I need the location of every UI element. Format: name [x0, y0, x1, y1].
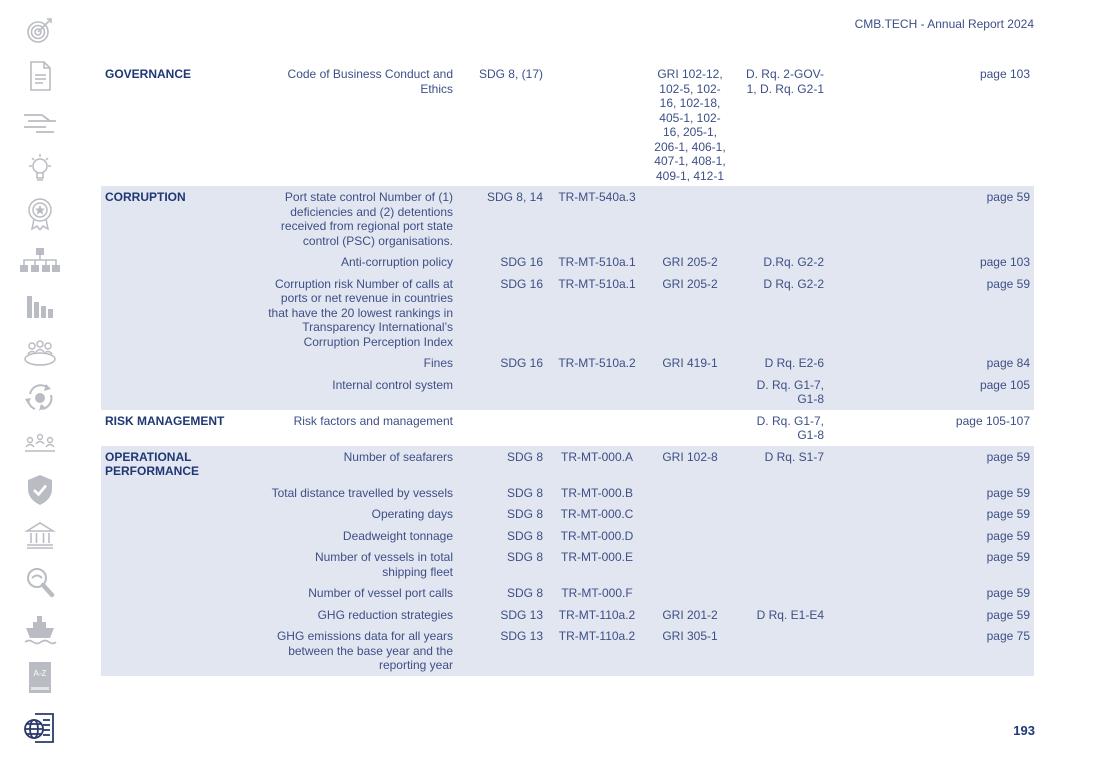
row-drq: D Rq. E1-E4	[733, 604, 828, 626]
section-topic-empty	[101, 582, 264, 604]
table-row	[101, 503, 1034, 525]
table-row	[101, 410, 1034, 446]
ship-lines-icon[interactable]	[18, 104, 62, 140]
row-page-ref[interactable]: page 59	[888, 186, 1034, 251]
row-sasb: TR-MT-510a.1	[547, 251, 647, 273]
row-page-ref[interactable]: page 75	[888, 625, 1034, 676]
row-sasb: TR-MT-000.A	[547, 446, 647, 482]
row-spacer	[828, 273, 888, 353]
section-topic: RISK MANAGEMENT	[105, 413, 225, 428]
row-description: Code of Business Conduct and Ethics	[287, 67, 453, 96]
section-topic-empty	[101, 525, 264, 547]
section-topic-empty	[101, 273, 264, 353]
row-sdg: SDG 13	[457, 625, 547, 676]
row-page-ref[interactable]: page 84	[888, 352, 1034, 374]
section-topic: CORRUPTION	[101, 186, 264, 251]
table-row	[101, 352, 1034, 374]
row-gri: GRI 205-2	[647, 251, 733, 273]
row-sasb: TR-MT-000.E	[547, 546, 647, 582]
row-description: Port state control Number of (1) deficiencies and (2) detentions received from regional port state control (PSC) organisations.	[264, 186, 457, 251]
row-spacer	[828, 446, 888, 482]
section-topic-empty	[101, 625, 264, 676]
magnifier-icon[interactable]	[18, 564, 62, 600]
row-spacer	[828, 63, 888, 186]
row-description: Anti-corruption policy	[264, 251, 457, 273]
row-drq: D Rq. E2-6	[733, 352, 828, 374]
glossary-label: A-Z	[33, 669, 47, 678]
row-description: GHG reduction strategies	[264, 604, 457, 626]
row-drq: D. Rq. G1-7, G1-8	[756, 413, 824, 442]
row-description: Risk factors and management	[293, 413, 453, 428]
row-spacer	[828, 186, 888, 251]
section-topic-empty	[101, 352, 264, 374]
row-gri	[647, 410, 733, 446]
row-gri: GRI 305-1	[647, 625, 733, 676]
table-row	[101, 186, 1034, 251]
row-gri: GRI 205-2	[647, 273, 733, 353]
row-sdg	[457, 374, 547, 410]
row-sdg: SDG 8	[457, 582, 547, 604]
row-description: Fines	[264, 352, 457, 374]
row-description: Total distance travelled by vessels	[264, 482, 457, 504]
row-spacer	[828, 251, 888, 273]
row-drq: D. Rq. 2-GOV-1, D. Rq. G2-1	[745, 67, 824, 96]
row-spacer	[828, 604, 888, 626]
section-topic: GOVERNANCE	[105, 67, 192, 81]
row-gri	[647, 525, 733, 547]
section-topic-empty	[101, 546, 264, 582]
row-description: Number of vessel port calls	[264, 582, 457, 604]
row-sdg: SDG 8, (17)	[478, 67, 543, 81]
row-page-ref[interactable]: page 59	[888, 546, 1034, 582]
row-sdg	[457, 410, 547, 446]
row-sasb: TR-MT-110a.2	[547, 625, 647, 676]
row-page-ref[interactable]: page 59	[888, 446, 1034, 482]
row-spacer	[828, 482, 888, 504]
row-page-ref[interactable]: page 105-107	[955, 413, 1030, 428]
bar-chart-icon[interactable]	[18, 288, 62, 324]
people-group-icon[interactable]	[18, 334, 62, 370]
table-row	[101, 251, 1034, 273]
award-icon[interactable]	[18, 196, 62, 232]
row-sasb: TR-MT-000.D	[547, 525, 647, 547]
org-chart-icon[interactable]	[18, 242, 62, 278]
row-drq	[733, 482, 828, 504]
table-row	[101, 546, 1034, 582]
row-sdg: SDG 16	[457, 273, 547, 353]
row-gri	[647, 503, 733, 525]
row-sasb: TR-MT-000.C	[547, 503, 647, 525]
row-sdg: SDG 8	[457, 446, 547, 482]
row-description: Deadweight tonnage	[264, 525, 457, 547]
row-spacer	[828, 582, 888, 604]
row-page-ref[interactable]: page 103	[888, 251, 1034, 273]
row-gri	[647, 546, 733, 582]
row-sasb: TR-MT-510a.1	[547, 273, 647, 353]
globe-document-icon[interactable]	[18, 710, 62, 746]
table-row	[101, 446, 1034, 482]
row-spacer	[828, 374, 888, 410]
row-drq: D.Rq. G2-2	[733, 251, 828, 273]
row-sdg: SDG 8, 14	[457, 186, 547, 251]
row-gri: GRI 201-2	[647, 604, 733, 626]
row-sasb	[547, 63, 647, 186]
shield-check-icon[interactable]	[18, 472, 62, 508]
row-drq: D Rq. S1-7	[733, 446, 828, 482]
table-row	[101, 625, 1034, 676]
row-page-ref[interactable]: page 105	[888, 374, 1034, 410]
row-drq	[733, 625, 828, 676]
section-topic-empty	[101, 482, 264, 504]
row-sasb	[547, 374, 647, 410]
document-icon[interactable]	[18, 58, 62, 94]
row-page-ref[interactable]: page 103	[979, 67, 1030, 81]
row-page-ref[interactable]: page 59	[888, 604, 1034, 626]
row-drq	[733, 582, 828, 604]
row-gri	[647, 582, 733, 604]
glossary-icon[interactable]	[18, 660, 62, 696]
row-drq	[733, 525, 828, 547]
section-topic-empty	[101, 374, 264, 410]
row-sasb: TR-MT-510a.2	[547, 352, 647, 374]
row-sasb: TR-MT-540a.3	[547, 186, 647, 251]
row-sdg: SDG 8	[457, 546, 547, 582]
row-gri	[647, 374, 733, 410]
ship-icon[interactable]	[18, 612, 62, 648]
community-icon[interactable]	[18, 426, 62, 462]
row-drq	[733, 503, 828, 525]
table-row	[101, 273, 1034, 353]
page-number: 193	[1013, 723, 1035, 738]
section-topic-empty	[101, 604, 264, 626]
table-row	[101, 482, 1034, 504]
row-description: Number of vessels in total shipping fleet	[264, 546, 457, 582]
report-title: CMB.TECH - Annual Report 2024	[854, 17, 1034, 31]
row-gri	[647, 186, 733, 251]
table-row	[101, 374, 1034, 410]
section-topic-empty	[101, 251, 264, 273]
row-description: Corruption risk Number of calls at ports or net revenue in countries that have the 20 lowest rankings in Transparency International’s Corruption Perception Index	[264, 273, 457, 353]
row-sdg: SDG 8	[457, 525, 547, 547]
row-spacer	[828, 410, 888, 446]
table-row	[101, 582, 1034, 604]
lightbulb-icon[interactable]	[18, 150, 62, 186]
row-sasb: TR-MT-000.F	[547, 582, 647, 604]
row-gri	[647, 482, 733, 504]
section-topic: OPERATIONAL PERFORMANCE	[101, 446, 264, 482]
target-icon[interactable]	[18, 12, 62, 48]
row-gri: GRI 102-8	[647, 446, 733, 482]
row-spacer	[828, 546, 888, 582]
table-row	[101, 525, 1034, 547]
row-spacer	[828, 625, 888, 676]
row-drq: D Rq. G2-2	[733, 273, 828, 353]
table-row	[101, 604, 1034, 626]
row-description: GHG emissions data for all years between the base year and the reporting year	[264, 625, 457, 676]
row-sdg: SDG 8	[457, 503, 547, 525]
row-description: Internal control system	[264, 374, 457, 410]
row-sasb	[547, 410, 647, 446]
row-sasb: TR-MT-000.B	[547, 482, 647, 504]
section-topic-empty	[101, 503, 264, 525]
row-drq	[733, 186, 828, 251]
row-page-ref[interactable]: page 59	[888, 582, 1034, 604]
row-sdg: SDG 8	[457, 482, 547, 504]
row-spacer	[828, 352, 888, 374]
row-sdg: SDG 16	[457, 352, 547, 374]
index-table	[101, 63, 1034, 676]
row-page-ref[interactable]: page 59	[888, 503, 1034, 525]
row-sdg: SDG 13	[457, 604, 547, 626]
bank-icon[interactable]	[18, 518, 62, 554]
row-gri: GRI 102-12, 102-5, 102-16, 102-18, 405-1, 102-16, 205-1, 206-1, 406-1, 407-1, 408-1, 409-1, 412-1	[654, 67, 726, 183]
row-drq: D. Rq. G1-7, G1-8	[733, 374, 828, 410]
row-gri: GRI 419-1	[647, 352, 733, 374]
row-spacer	[828, 525, 888, 547]
row-spacer	[828, 503, 888, 525]
row-page-ref[interactable]: page 59	[888, 273, 1034, 353]
row-drq	[733, 546, 828, 582]
row-page-ref[interactable]: page 59	[888, 525, 1034, 547]
row-sasb: TR-MT-110a.2	[547, 604, 647, 626]
row-description: Operating days	[264, 503, 457, 525]
recycle-globe-icon[interactable]	[18, 380, 62, 416]
row-sdg: SDG 16	[457, 251, 547, 273]
table-row	[101, 63, 1034, 186]
row-description: Number of seafarers	[264, 446, 457, 482]
row-page-ref[interactable]: page 59	[888, 482, 1034, 504]
